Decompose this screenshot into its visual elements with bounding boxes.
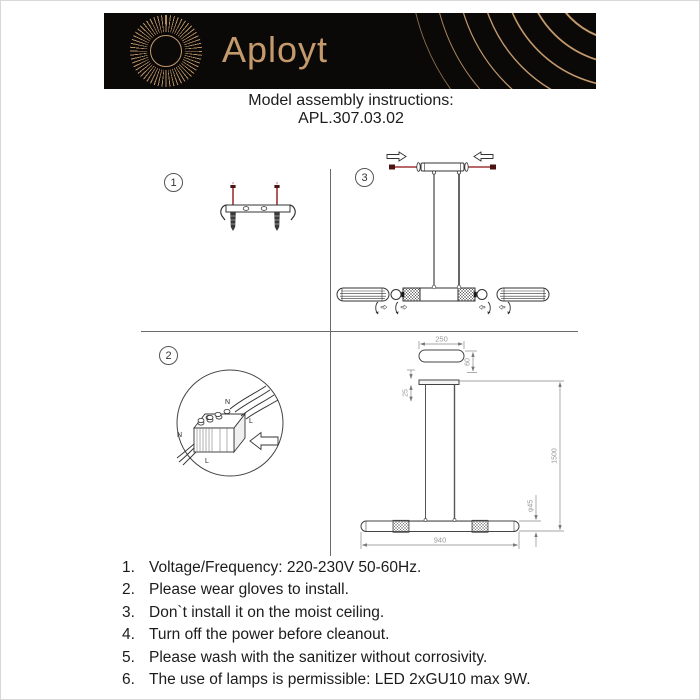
mount-screw-icon <box>230 185 279 205</box>
wire-label-l-right: L <box>249 418 253 425</box>
step-2-badge <box>159 346 178 365</box>
item-number: 1. <box>122 559 135 576</box>
item-text: Turn off the power before cleanout. <box>149 626 390 644</box>
sunburst-logo-icon <box>130 15 202 87</box>
horizontal-divider <box>141 331 578 332</box>
list-item <box>122 579 592 601</box>
step-3-label: 3 <box>361 171 368 184</box>
item-number: 6. <box>122 671 135 689</box>
dim-canopy-width: 250 <box>435 334 448 344</box>
fan-rays-icon <box>406 13 596 89</box>
instructions-list <box>122 557 592 691</box>
model-number: APL.307.03.02 <box>298 110 404 127</box>
item-text: The use of lamps is permissible: LED 2xGU10 max 9W. <box>149 671 531 689</box>
dim-total-width: 940 <box>433 535 447 545</box>
push-arrow-icon <box>387 152 493 161</box>
canopy-bar <box>421 163 464 171</box>
wire-label-l-bottom: L <box>205 458 209 465</box>
step-1-badge <box>164 173 183 192</box>
brand-banner <box>104 13 596 89</box>
item-number: 5. <box>122 648 135 666</box>
item-text: Voltage/Frequency: 220-230V 50-60Hz. <box>149 559 422 576</box>
page-title: Model assembly instructions: <box>248 92 454 109</box>
rod-lines <box>426 385 455 521</box>
brand-logotype: Aployt <box>222 29 329 70</box>
item-number: 3. <box>122 603 135 621</box>
dim-drop-height: 1500 <box>551 448 559 464</box>
center-body-bar <box>403 285 475 301</box>
pendant-assembly-drawing <box>333 141 553 321</box>
rotate-arrow-icon <box>376 302 511 314</box>
suspension-rods <box>432 171 460 287</box>
canopy-outline <box>419 350 464 362</box>
item-text: Please wash with the sanitizer without corrosivity. <box>149 648 488 666</box>
ceiling-bracket-drawing <box>206 176 306 251</box>
list-item <box>122 602 592 624</box>
dim-1500-lines <box>459 381 564 531</box>
list-item <box>122 669 592 691</box>
title-block <box>1 92 700 128</box>
dim-canopy-height: 60 <box>464 358 472 366</box>
bottom-bar-outline <box>361 519 519 533</box>
item-text: Don`t install it on the moist ceiling. <box>149 603 385 621</box>
dim-top-offset: 25 <box>402 389 410 397</box>
wire-label-n-left: N <box>177 432 183 439</box>
wiring-detail-drawing <box>164 364 298 486</box>
list-item <box>122 647 592 669</box>
vertical-divider <box>330 169 331 556</box>
list-item <box>122 624 592 646</box>
wall-anchor-icon <box>230 212 280 231</box>
item-number: 4. <box>122 626 135 644</box>
step-1-label: 1 <box>170 176 177 189</box>
item-number: 2. <box>122 581 135 599</box>
item-text: Please wear gloves to install. <box>149 581 349 599</box>
list-item <box>122 557 592 579</box>
sunburst-core <box>150 35 182 67</box>
wire-label-n-top: N <box>225 399 231 406</box>
step-2-label: 2 <box>165 349 172 362</box>
dim-tube-diameter: φ45 <box>527 499 535 513</box>
ceiling-plate-outline <box>419 380 459 385</box>
dimension-drawing <box>333 333 573 561</box>
